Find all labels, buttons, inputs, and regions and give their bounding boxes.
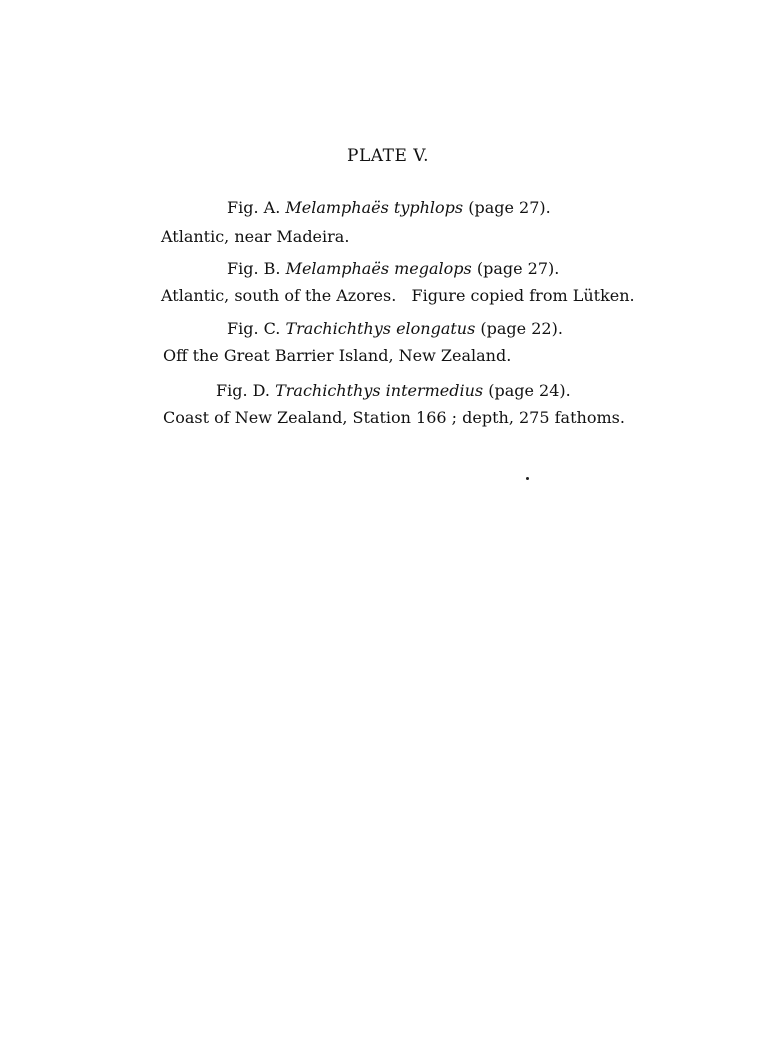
figure-c-caption xyxy=(227,319,563,338)
plate-title: PLATE V. xyxy=(347,146,429,166)
figure-d-description: Coast of New Zealand, Station 166 ; depth, 275 fathoms. xyxy=(163,408,625,427)
figure-c-species: Trachichthys elongatus xyxy=(285,319,476,338)
figure-d-species: Trachichthys intermedius xyxy=(275,381,484,400)
figure-b-page-ref: (page 27). xyxy=(476,259,560,278)
figure-d-caption xyxy=(216,381,571,400)
figure-a-label: Fig. A. xyxy=(227,198,281,217)
figure-b-species: Melamphaës megalops xyxy=(285,259,472,278)
figure-c-page-ref: (page 22). xyxy=(480,319,563,338)
figure-a-species: Melamphaës typhlops xyxy=(285,198,464,217)
figure-a-caption xyxy=(227,198,551,217)
scan-speck xyxy=(526,477,529,480)
figure-a-description: Atlantic, near Madeira. xyxy=(161,227,350,246)
figure-c-label: Fig. C. xyxy=(227,319,281,338)
figure-a-page-ref: (page 27). xyxy=(468,198,551,217)
figure-b-description: Atlantic, south of the Azores. Figure copied from Lütken. xyxy=(161,286,635,305)
figure-b-label: Fig. B. xyxy=(227,259,281,278)
figure-b-caption xyxy=(227,259,559,278)
figure-c-description: Off the Great Barrier Island, New Zealand. xyxy=(163,346,512,365)
figure-d-label: Fig. D. xyxy=(216,381,270,400)
figure-d-page-ref: (page 24). xyxy=(488,381,571,400)
